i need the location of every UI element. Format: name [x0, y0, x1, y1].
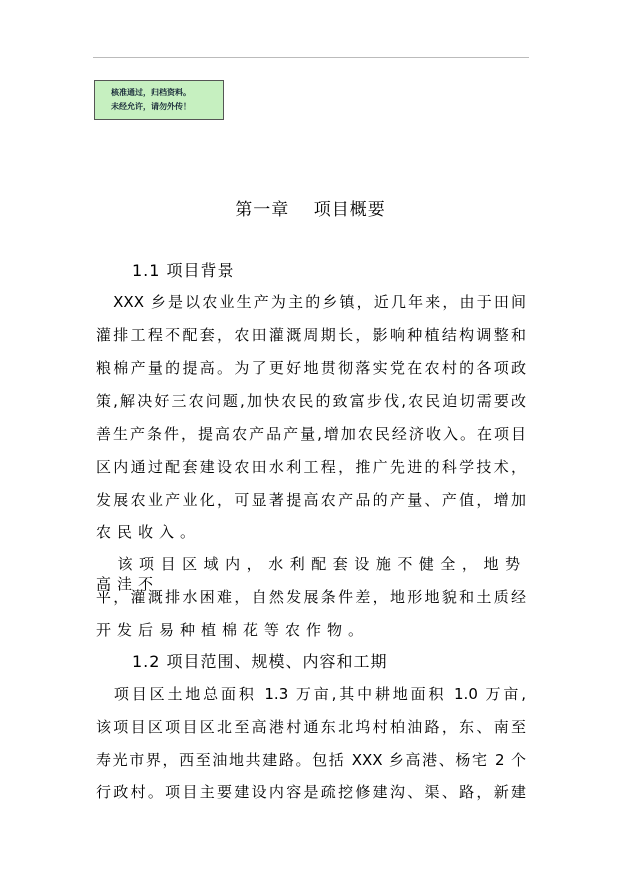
stamp-line-2: 未经允许，请勿外传！ [111, 102, 191, 111]
header-rule [93, 57, 529, 58]
paragraph-line: 该项目区域内，水利配套设施不健全，地势高洼不 [96, 555, 526, 593]
section-heading-1-1: 1.1 项目背景 [132, 261, 235, 280]
paragraph-line: 平，灌溉排水困难，自然发展条件差，地形地貌和土质经 [96, 588, 526, 606]
paragraph-line: 区内通过配套建设农田水利工程，推广先进的科学技术， [96, 458, 526, 476]
paragraph-line: 粮棉产量的提高。为了更好地贯彻落实党在农村的各项政 [96, 359, 526, 377]
watermark-stamp [94, 80, 224, 120]
paragraph-line: 善生产条件，提高农产品产量,增加农民经济收入。在项目 [96, 425, 526, 443]
paragraph-line: 开发后易种植棉花等农作物。 [96, 621, 370, 639]
chapter-title: 第一章 项目概要 [235, 200, 386, 220]
paragraph-line: 灌排工程不配套，农田灌溉周期长，影响种植结构调整和 [96, 326, 526, 344]
paragraph-line: 发展农业产业化，可显著提高农产品的产量、产值，增加 [96, 491, 526, 509]
paragraph-line: 策,解决好三农问题,加快农民的致富步伐,农民迫切需要改 [96, 392, 526, 410]
paragraph-line: 该项目区项目区北至高港村通东北坞村柏油路，东、南至 [96, 718, 526, 736]
paragraph-line: 寿光市界，西至油地共建路。包括 XXX 乡高港、杨宅 2 个 [96, 751, 526, 769]
paragraph-line: 农民收入。 [96, 523, 202, 541]
section-heading-1-2: 1.2 项目范围、规模、内容和工期 [132, 652, 388, 671]
paragraph-line: 项目区土地总面积 1.3 万亩,其中耕地面积 1.0 万亩, [96, 685, 526, 703]
stamp-line-1: 核准通过，归档资料。 [111, 88, 191, 97]
paragraph-line: XXX 乡是以农业生产为主的乡镇，近几年来，由于田间 [96, 293, 526, 311]
paragraph-line: 行政村。项目主要建设内容是疏挖修建沟、渠、路，新建 [96, 783, 526, 801]
